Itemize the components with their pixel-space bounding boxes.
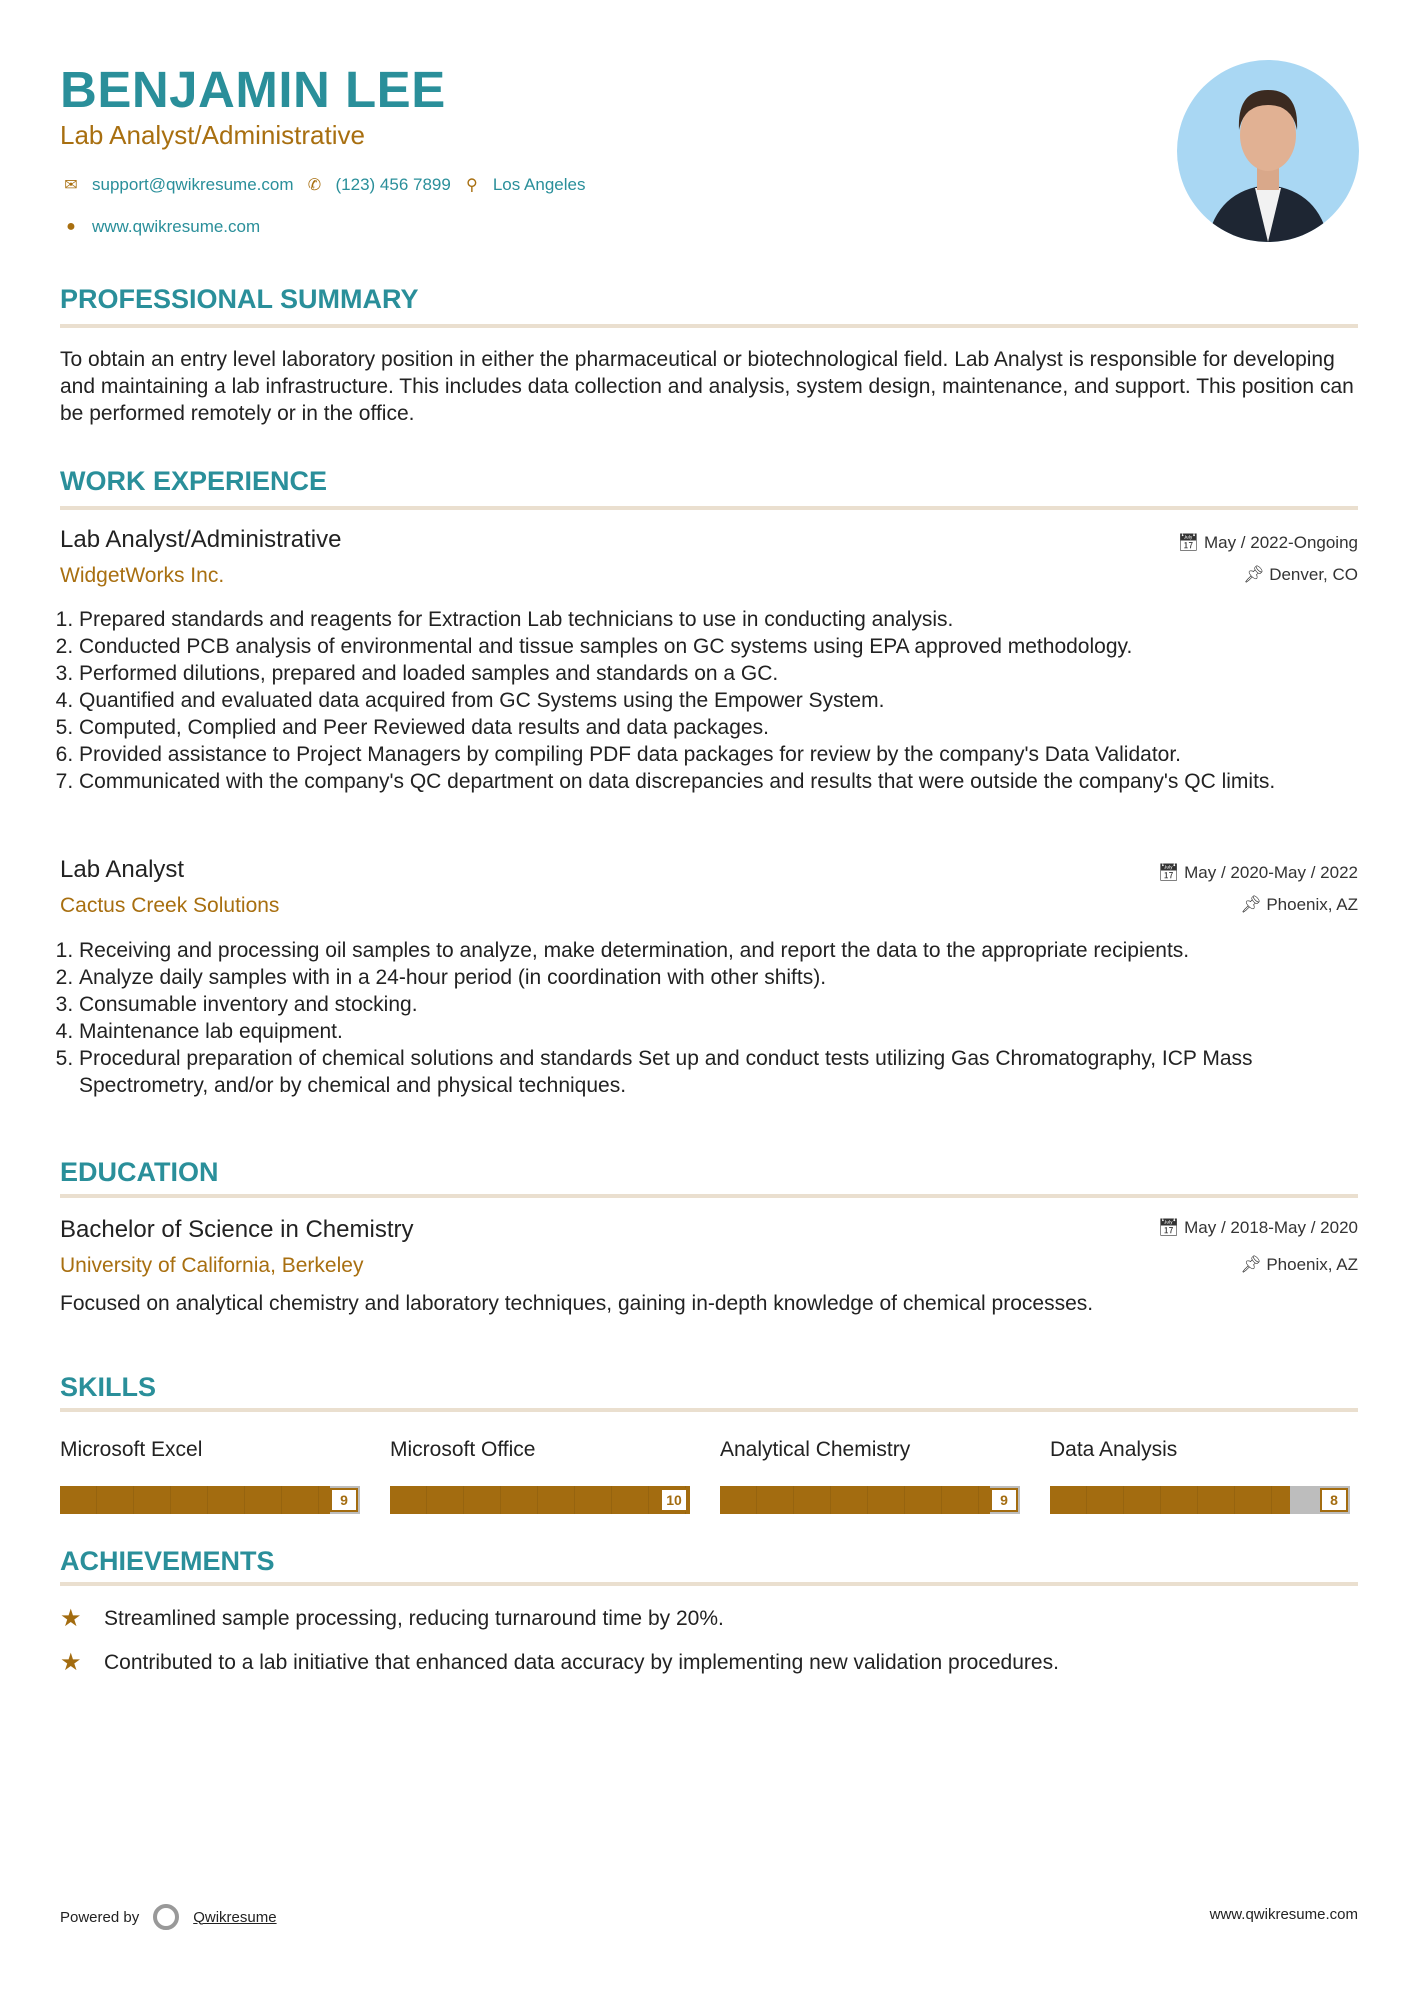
dates-text: May / 2020-May / 2022 [1184,863,1358,882]
education-dates [1158,1218,1358,1238]
skill-item [390,1438,690,1508]
achievement-text: Streamlined sample processing, reducing turnaround time by 20%. [104,1606,724,1630]
list-item: 2. Conducted PCB analysis of environmental and tissue samples on GC systems using EPA approved methodology. [79,633,1358,660]
phone-icon: ✆ [307,177,322,194]
skill-bar-fill [1050,1486,1290,1514]
divider [60,506,1358,510]
achievements-heading: ACHIEVEMENTS [60,1546,275,1576]
skill-name: Microsoft Office [390,1438,536,1461]
profile-photo [1177,60,1359,242]
skill-bar [60,1486,360,1514]
location-text: Phoenix, AZ [1266,895,1358,914]
website-row [60,217,260,237]
list-item: 4. Quantified and evaluated data acquired from GC Systems using the Empower System. [79,687,1358,714]
map-pin-icon: ⚲ [465,177,478,194]
star-icon: ★ [60,1649,82,1676]
work-heading: WORK EXPERIENCE [60,466,328,496]
email-link[interactable]: support@qwikresume.com [92,175,294,194]
education-description: Focused on analytical chemistry and laboratory techniques, gaining in-depth knowledge of chemical processes. [60,1292,1094,1315]
list-item: 7. Communicated with the company's QC department on data discrepancies and results that were outside the company's QC limits. [79,768,1358,795]
list-item: 1. Receiving and processing oil samples to analyze, make determination, and report the data to the appropriate recipients. [79,937,1358,964]
skill-name: Microsoft Excel [60,1438,203,1461]
pin-icon: 📌︎ [1240,895,1267,914]
job-bullets [60,606,1358,795]
skill-level: 9 [330,1488,358,1512]
star-icon: ★ [60,1605,82,1632]
pin-icon: 📌︎ [1240,1255,1267,1274]
skill-level: 10 [660,1488,688,1512]
qwikresume-logo-icon [153,1904,179,1930]
calendar-icon: 📅︎ [1157,1218,1185,1237]
skill-bar-fill [390,1486,690,1514]
powered-by-label: Powered by [60,1908,140,1926]
globe-icon: ● [66,218,76,235]
list-item: 4. Maintenance lab equipment. [79,1018,1358,1045]
list-item: 6. Provided assistance to Project Managers by compiling PDF data packages for review by the company's Data Validator. [79,741,1358,768]
company-name: WidgetWorks Inc. [60,564,225,587]
skill-name: Data Analysis [1050,1438,1178,1461]
list-item: 5. Procedural preparation of chemical solutions and standards Set up and conduct tests utilizing Gas Chromatography, ICP Mass Spectrometry, and/or by chemical and physical techniques. [79,1045,1358,1099]
website-link[interactable]: www.qwikresume.com [92,217,261,236]
education-heading: EDUCATION [60,1157,219,1187]
calendar-icon: 📅︎ [1157,863,1185,882]
dates-text: May / 2022-Ongoing [1203,533,1358,552]
skill-bar-fill [720,1486,990,1514]
location-text: Denver, CO [1269,565,1358,584]
company-name: Cactus Creek Solutions [60,894,280,917]
skill-item [60,1438,360,1508]
job-location [1243,565,1358,585]
envelope-icon: ✉ [64,177,78,194]
achievement-text: Contributed to a lab initiative that enhanced data accuracy by implementing new validation procedures. [104,1650,1059,1674]
achievement-item [60,1648,1059,1677]
footer-brand [60,1904,277,1930]
job-title: Lab Analyst/Administrative [60,526,342,553]
dates-text: May / 2018-May / 2020 [1184,1218,1358,1237]
skill-level: 8 [1320,1488,1348,1512]
candidate-name: BENJAMIN LEE [60,61,446,118]
skill-bar [390,1486,690,1514]
job-dates [1158,863,1358,883]
skills-heading: SKILLS [60,1372,157,1402]
contact-row [60,175,585,195]
summary-text: To obtain an entry level laboratory position in either the pharmaceutical or biotechnological field. Lab Analyst is responsible for developing and maintaining a lab infrastructure. This includes data collection and analysis, system design, maintenance, and support. This position can be performed remotely or in the office. [60,348,1354,425]
achievement-item [60,1604,724,1633]
job-title: Lab Analyst [60,856,185,883]
footer-url[interactable]: www.qwikresume.com [1209,1906,1358,1923]
job-location [1240,895,1358,915]
divider [60,1194,1358,1198]
divider [60,1582,1358,1586]
skill-bar-fill [60,1486,330,1514]
phone-text: (123) 456 7899 [335,175,451,194]
location-text: Los Angeles [492,175,586,194]
skill-bar [1050,1486,1350,1514]
pin-icon: 📌︎ [1242,565,1270,584]
divider [60,324,1358,328]
list-item: 3. Consumable inventory and stocking. [79,991,1358,1018]
location-text: Phoenix, AZ [1266,1255,1358,1274]
job-bullets [60,937,1358,1099]
calendar-icon: 📅︎ [1177,533,1204,552]
degree-title: Bachelor of Science in Chemistry [60,1216,414,1243]
summary-heading: PROFESSIONAL SUMMARY [60,284,419,314]
skill-name: Analytical Chemistry [720,1438,911,1461]
list-item: 5. Computed, Complied and Peer Reviewed data results and data packages. [79,714,1358,741]
brand-link[interactable]: Qwikresume [193,1908,277,1926]
list-item: 1. Prepared standards and reagents for Extraction Lab technicians to use in conducting analysis. [79,606,1358,633]
list-item: 2. Analyze daily samples with in a 24-hour period (in coordination with other shifts). [79,964,1358,991]
school-name: University of California, Berkeley [60,1254,364,1277]
list-item: 3. Performed dilutions, prepared and loaded samples and standards on a GC. [79,660,1358,687]
skill-level: 9 [990,1488,1018,1512]
skill-item [720,1438,1020,1508]
skill-bar [720,1486,1020,1514]
education-location [1240,1255,1358,1275]
candidate-title: Lab Analyst/Administrative [60,120,365,150]
skill-item [1050,1438,1350,1508]
divider [60,1408,1358,1412]
job-dates [1178,533,1358,553]
